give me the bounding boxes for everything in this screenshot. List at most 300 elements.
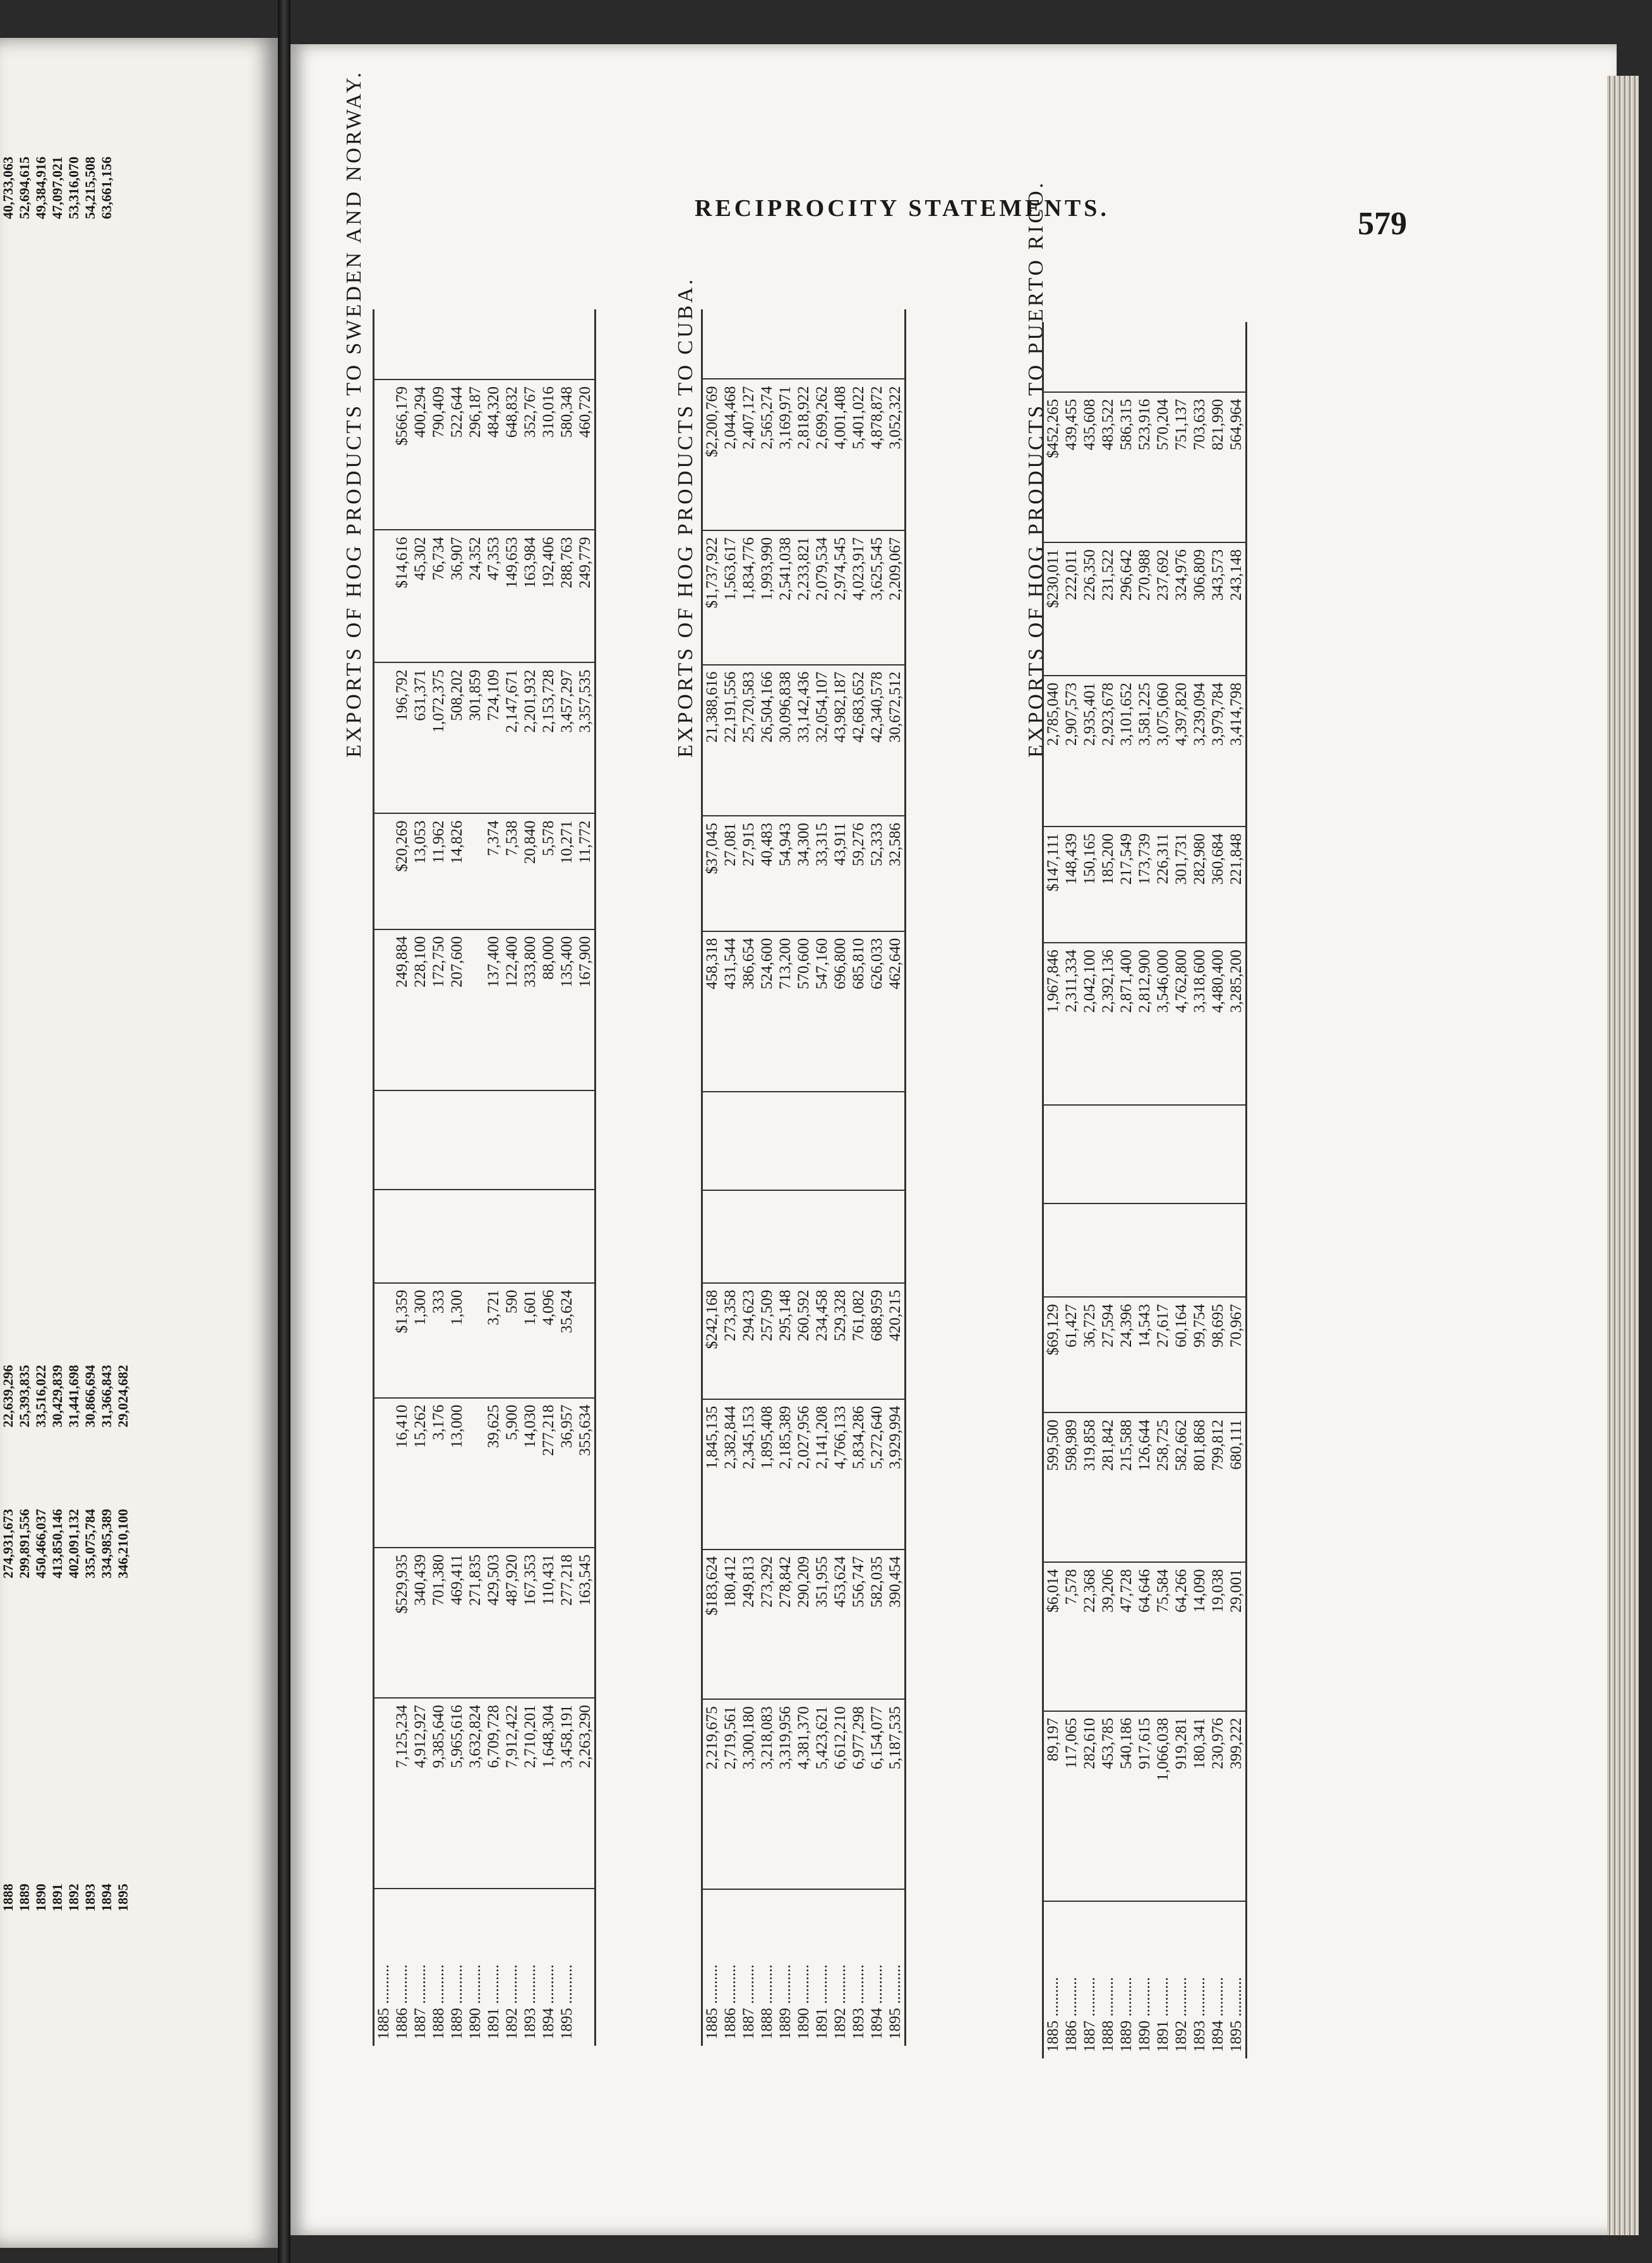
value-cell: 249,813 [739,1549,758,1699]
value-cell: 5,900 [503,1398,521,1548]
value-cell: 761,082 [849,1283,868,1399]
spacer-cell [115,1635,131,1879]
value-cell: 271,835 [466,1548,484,1698]
value-cell: 751,137 [1172,392,1190,542]
value-cell: 27,594 [1099,1297,1117,1412]
value-cell: 3,300,180 [739,1699,758,1889]
value-cell: 53,316,070 [66,157,81,219]
year-cell: 1889 .......... [448,1889,466,2046]
value-cell: 22,639,296 [0,1364,16,1428]
value-cell: $1,737,922 [702,530,722,665]
value-cell: 24,396 [1117,1297,1135,1412]
value-cell: 2,907,573 [1062,676,1080,827]
value-cell: 126,644 [1135,1412,1154,1562]
value-cell: 150,165 [1080,827,1099,943]
value-cell: 1893 [82,1884,98,1912]
value-cell: 3,632,824 [466,1698,484,1889]
value-cell: 2,812,900 [1135,943,1154,1105]
value-cell: 14,543 [1135,1297,1154,1412]
value-cell: 3,318,600 [1190,943,1209,1105]
spacer-cell [115,282,131,1360]
spacer-cell [66,1635,82,1879]
value-cell: 2,710,201 [521,1698,539,1889]
value-cell: 3,414,798 [1227,676,1247,827]
value-cell: 288,763 [558,530,576,662]
value-cell: 19,038 [1209,1562,1227,1711]
value-cell: 3,075,060 [1154,676,1172,827]
value-cell: 29,024,682 [115,1364,131,1428]
value-cell: 13,053 [411,814,429,929]
value-cell: 2,233,821 [794,530,813,665]
value-cell: 43,911 [831,816,849,931]
value-cell: 648,832 [503,379,521,530]
value-cell: 5,423,621 [813,1699,831,1889]
year-cell: 1891 .......... [813,1889,831,2046]
value-cell: 5,578 [539,814,558,929]
value-cell: 1888 [0,1884,16,1912]
spacer-cell [0,282,16,1360]
value-cell: 25,393,835 [16,1364,32,1428]
value-cell: 36,957 [558,1398,576,1548]
value-cell: 3,285,200 [1227,943,1247,1105]
value-cell: 3,319,956 [776,1699,794,1889]
value-cell: 2,219,675 [702,1699,722,1889]
value-cell: 413,850,146 [49,1508,65,1579]
value-cell: 173,739 [1135,827,1154,943]
value-cell: 2,263,290 [576,1698,596,1889]
value-cell: 2,785,040 [1043,676,1063,827]
value-cell: 2,042,100 [1080,943,1099,1105]
value-cell: 5,965,616 [448,1698,466,1889]
value-cell: 2,935,401 [1080,676,1099,827]
value-cell: 324,976 [1172,542,1190,676]
value-cell: 917,615 [1135,1711,1154,1902]
value-cell: 2,044,468 [721,379,739,530]
year-cell: 1888 .......... [758,1889,776,2046]
value-cell: 4,001,408 [831,379,849,530]
year-cell: 1895 .......... [886,1889,906,2046]
value-cell: 582,662 [1172,1412,1190,1562]
value-cell: 590 [503,1283,521,1398]
value-cell: 282,610 [1080,1711,1099,1902]
value-cell: 6,977,298 [849,1699,868,1889]
value-cell: 1,993,990 [758,530,776,665]
value-cell: 343,573 [1209,542,1227,676]
value-cell: 7,125,234 [393,1698,411,1889]
value-cell: 137,400 [484,929,503,1090]
value-cell: 110,431 [539,1548,558,1698]
value-cell: 54,215,508 [82,157,98,219]
value-cell: 680,111 [1227,1412,1247,1562]
spacer-cell [0,1635,16,1879]
year-cell: 1887 .......... [1080,1901,1099,2058]
value-cell: 2,382,844 [721,1399,739,1549]
value-cell: 257,509 [758,1283,776,1399]
value-cell: 3,979,784 [1209,676,1227,827]
value-cell: 1,648,304 [539,1698,558,1889]
value-cell: 29,001 [1227,1562,1247,1711]
value-cell: 43,982,187 [831,665,849,816]
value-cell: 296,187 [466,379,484,530]
value-cell: 40,733,063 [0,157,16,219]
value-cell: 306,809 [1190,542,1209,676]
spacer-cell [49,282,66,1360]
year-cell: 1890 .......... [794,1889,813,2046]
value-cell: 450,466,037 [33,1508,49,1579]
value-cell: 226,350 [1080,542,1099,676]
value-cell: 400,294 [411,379,429,530]
value-cell: 226,311 [1154,827,1172,943]
table-row [99,152,115,1983]
value-cell: 3,239,094 [1190,676,1209,827]
value-cell: 99,754 [1190,1297,1209,1412]
value-cell: 703,633 [1190,392,1209,542]
value-cell: 299,891,556 [16,1508,32,1579]
value-cell: 3,546,000 [1154,943,1172,1105]
value-cell: 685,810 [849,931,868,1092]
table-row [49,152,66,1983]
value-cell: 22,368 [1080,1562,1099,1711]
value-cell: 47,097,021 [49,157,65,219]
spacer-cell [16,282,33,1360]
value-cell: 2,699,262 [813,379,831,530]
value-cell: 453,785 [1099,1711,1117,1902]
value-cell: 234,458 [813,1283,831,1399]
value-cell: 301,731 [1172,827,1190,943]
value-cell: 547,160 [813,931,831,1092]
value-cell: 4,912,927 [411,1698,429,1889]
value-cell: 273,292 [758,1549,776,1699]
value-cell: 192,406 [539,530,558,662]
year-cell: 1892 .......... [503,1889,521,2046]
value-cell: 42,340,578 [868,665,886,816]
value-cell: 335,075,784 [82,1508,98,1579]
value-cell: 30,096,838 [776,665,794,816]
value-cell: 14,030 [521,1398,539,1548]
value-cell: 52,694,615 [16,157,32,219]
value-cell: 30,866,694 [82,1364,98,1428]
spacer-cell [82,1635,99,1879]
year-cell: 1890 .......... [1135,1901,1154,2058]
value-cell: 27,617 [1154,1297,1172,1412]
value-cell: 5,834,286 [849,1399,868,1549]
value-cell: 799,812 [1209,1412,1227,1562]
value-cell: 3,357,535 [576,663,596,814]
year-cell: 1887 .......... [411,1889,429,2046]
value-cell: 4,766,133 [831,1399,849,1549]
value-cell: 522,644 [448,379,466,530]
value-cell: 7,912,422 [503,1698,521,1889]
value-cell: 2,407,127 [739,379,758,530]
value-cell: 431,544 [721,931,739,1092]
value-cell: 570,204 [1154,392,1172,542]
right-page [290,44,1617,2235]
value-cell: 586,315 [1117,392,1135,542]
value-cell: 469,411 [448,1548,466,1698]
value-cell: 483,522 [1099,392,1117,542]
value-cell: 2,565,274 [758,379,776,530]
value-cell: 7,578 [1062,1562,1080,1711]
value-cell: 1,072,375 [429,663,448,814]
value-cell: 5,401,022 [849,379,868,530]
value-cell: $37,045 [702,816,722,931]
value-cell: 688,959 [868,1283,886,1399]
value-cell: 6,612,210 [831,1699,849,1889]
value-cell: 3,581,225 [1135,676,1154,827]
value-cell: $69,129 [1043,1297,1063,1412]
value-cell: 61,427 [1062,1297,1080,1412]
value-cell: 54,943 [776,816,794,931]
value-cell: 556,747 [849,1549,868,1699]
value-cell: $14,616 [393,530,411,662]
value-cell: 1,066,038 [1154,1711,1172,1902]
value-cell: 801,868 [1190,1412,1209,1562]
value-cell: 582,035 [868,1549,886,1699]
value-cell: 196,792 [393,663,411,814]
table-row [33,152,49,1983]
value-cell: 6,709,728 [484,1698,503,1889]
value-cell: 724,109 [484,663,503,814]
value-cell: 462,640 [886,931,906,1092]
value-cell: 5,272,640 [868,1399,886,1549]
value-cell: 167,900 [576,929,596,1090]
value-cell: 701,380 [429,1548,448,1698]
value-cell: 3,052,322 [886,379,906,530]
table-row [115,152,131,1983]
value-cell: 222,011 [1062,542,1080,676]
value-cell: 334,985,389 [99,1508,114,1579]
value-cell: 278,842 [776,1549,794,1699]
value-cell: 273,358 [721,1283,739,1399]
value-cell: 33,315 [813,816,831,931]
value-cell: 42,683,652 [849,665,868,816]
value-cell: 360,684 [1209,827,1227,943]
value-cell: 7,374 [484,814,503,929]
value-cell: 34,300 [794,816,813,931]
value-cell: 290,209 [794,1549,813,1699]
value-cell: 75,584 [1154,1562,1172,1711]
value-cell: 2,345,153 [739,1399,758,1549]
value-cell: 524,600 [758,931,776,1092]
value-cell: 228,100 [411,929,429,1090]
value-cell: 3,625,545 [868,530,886,665]
value-cell: 435,608 [1080,392,1099,542]
value-cell: 2,392,136 [1099,943,1117,1105]
value-cell: 49,384,916 [33,157,49,219]
value-cell: 1890 [33,1884,49,1912]
value-cell: $6,014 [1043,1562,1063,1711]
page-edge [1607,76,1639,2235]
value-cell: 3,176 [429,1398,448,1548]
value-cell: 540,186 [1117,1711,1135,1902]
value-cell: 30,672,512 [886,665,906,816]
value-cell: 696,800 [831,931,849,1092]
value-cell: 1894 [99,1884,114,1912]
value-cell: 14,826 [448,814,466,929]
value-cell: 2,201,932 [521,663,539,814]
value-cell: $20,269 [393,814,411,929]
value-cell: 274,931,673 [0,1508,16,1579]
year-cell: 1885 .......... [374,1889,393,2046]
value-cell: 346,210,100 [115,1508,131,1579]
value-cell: 2,153,728 [539,663,558,814]
value-cell: 1,601 [521,1283,539,1398]
value-cell: 237,692 [1154,542,1172,676]
value-cell: 340,439 [411,1548,429,1698]
year-cell: 1893 .......... [849,1889,868,2046]
value-cell: 2,923,678 [1099,676,1117,827]
value-cell: 36,725 [1080,1297,1099,1412]
year-cell: 1886 .......... [393,1889,411,2046]
value-cell: 352,767 [521,379,539,530]
value-cell: 89,197 [1043,1711,1063,1902]
year-cell: 1891 .......... [484,1889,503,2046]
value-cell: 163,984 [521,530,539,662]
year-cell: 1886 .......... [721,1889,739,2046]
year-cell: 1885 .......... [1043,1901,1063,2058]
value-cell: 180,341 [1190,1711,1209,1902]
year-cell: 1889 .......... [1117,1901,1135,2058]
value-cell: 282,980 [1190,827,1209,943]
value-cell: 301,859 [466,663,484,814]
spacer-cell [82,282,99,1360]
value-cell: 439,455 [1062,392,1080,542]
left-page-table-fragment [0,152,265,1983]
value-cell: 47,353 [484,530,503,662]
value-cell: 207,600 [448,929,466,1090]
value-cell: 3,169,971 [776,379,794,530]
year-cell: 1895 .......... [558,1889,576,2046]
value-cell: 27,915 [739,816,758,931]
value-cell: 333,800 [521,929,539,1090]
value-cell: 453,624 [831,1549,849,1699]
table-row [0,152,16,1983]
value-cell: 167,353 [521,1548,539,1698]
value-cell: $242,168 [702,1283,722,1399]
value-cell: 249,779 [576,530,596,662]
value-cell: 2,719,561 [721,1699,739,1889]
value-cell: 2,141,208 [813,1399,831,1549]
value-cell: 60,164 [1172,1297,1190,1412]
value-cell: 3,458,191 [558,1698,576,1889]
value-cell: 52,333 [868,816,886,931]
value-cell: 1889 [16,1884,32,1912]
value-cell: 270,988 [1135,542,1154,676]
value-cell: 25,720,583 [739,665,758,816]
value-cell: $183,624 [702,1549,722,1699]
value-cell: 258,725 [1154,1412,1172,1562]
value-cell: 4,096 [539,1283,558,1398]
value-cell: 215,588 [1117,1412,1135,1562]
value-cell: 484,320 [484,379,503,530]
value-cell: 3,218,083 [758,1699,776,1889]
table-row [66,152,82,1983]
value-cell: 39,206 [1099,1562,1117,1711]
year-cell: 1890 .......... [466,1889,484,2046]
value-cell: 185,200 [1099,827,1117,943]
value-cell: 3,929,994 [886,1399,906,1549]
value-cell: 3,721 [484,1283,503,1398]
year-cell: 1894 .......... [868,1889,886,2046]
year-cell: 1889 .......... [776,1889,794,2046]
value-cell: 333 [429,1283,448,1398]
value-cell: 6,154,077 [868,1699,886,1889]
value-cell: 32,586 [886,816,906,931]
value-cell: 790,409 [429,379,448,530]
page-number: 579 [1358,206,1407,242]
value-cell: 15,262 [411,1398,429,1548]
value-cell: 4,397,820 [1172,676,1190,827]
value-cell: 1,300 [448,1283,466,1398]
value-cell: 2,209,067 [886,530,906,665]
value-cell: 310,016 [539,379,558,530]
value-cell: 7,538 [503,814,521,929]
value-cell: 295,148 [776,1283,794,1399]
value-cell: 1,895,408 [758,1399,776,1549]
value-cell: 429,503 [484,1548,503,1698]
value-cell: 1,967,846 [1043,943,1063,1105]
year-cell: 1885 .......... [702,1889,722,2046]
year-cell: 1892 .......... [831,1889,849,2046]
table-title: EXPORTS OF HOG PRODUCTS TO SWEDEN AND NORWAY. [342,69,366,758]
value-cell: 180,412 [721,1549,739,1699]
year-cell: 1888 .......... [429,1889,448,2046]
value-cell: 64,266 [1172,1562,1190,1711]
value-cell: 20,840 [521,814,539,929]
value-cell: 402,091,132 [66,1508,81,1579]
value-cell: $1,359 [393,1283,411,1398]
year-cell: 1893 .......... [521,1889,539,2046]
value-cell: 64,646 [1135,1562,1154,1711]
value-cell: 580,348 [558,379,576,530]
value-cell: 31,441,698 [66,1364,81,1428]
value-cell: 4,878,872 [868,379,886,530]
spacer-cell [33,1635,49,1879]
value-cell: 2,541,038 [776,530,794,665]
spacer-cell [99,1635,115,1879]
value-cell: 26,504,166 [758,665,776,816]
value-cell: 32,054,107 [813,665,831,816]
value-cell: 523,916 [1135,392,1154,542]
value-cell: 21,388,616 [702,665,722,816]
value-cell: 1895 [115,1884,131,1912]
value-cell: $147,111 [1043,827,1063,943]
value-cell: 626,033 [868,931,886,1092]
year-cell: 1891 .......... [1154,1901,1172,2058]
value-cell: 148,439 [1062,827,1080,943]
value-cell: 1892 [66,1884,81,1912]
value-cell: 1891 [49,1884,65,1912]
value-cell: 2,974,545 [831,530,849,665]
value-cell: 2,871,400 [1117,943,1135,1105]
value-cell: 27,081 [721,816,739,931]
table-row [16,152,33,1983]
value-cell: 117,065 [1062,1711,1080,1902]
value-cell: 2,185,389 [776,1399,794,1549]
value-cell: 24,352 [466,530,484,662]
spacer-cell [49,1635,66,1879]
value-cell: 296,642 [1117,542,1135,676]
value-cell: 135,400 [558,929,576,1090]
value-cell: 458,318 [702,931,722,1092]
value-cell: 2,818,922 [794,379,813,530]
value-cell: 31,366,843 [99,1364,114,1428]
value-cell: 63,661,156 [99,157,114,219]
value-cell: 3,457,297 [558,663,576,814]
value-cell: 10,271 [558,814,576,929]
value-cell: 33,516,022 [33,1364,49,1428]
value-cell: 221,848 [1227,827,1247,943]
